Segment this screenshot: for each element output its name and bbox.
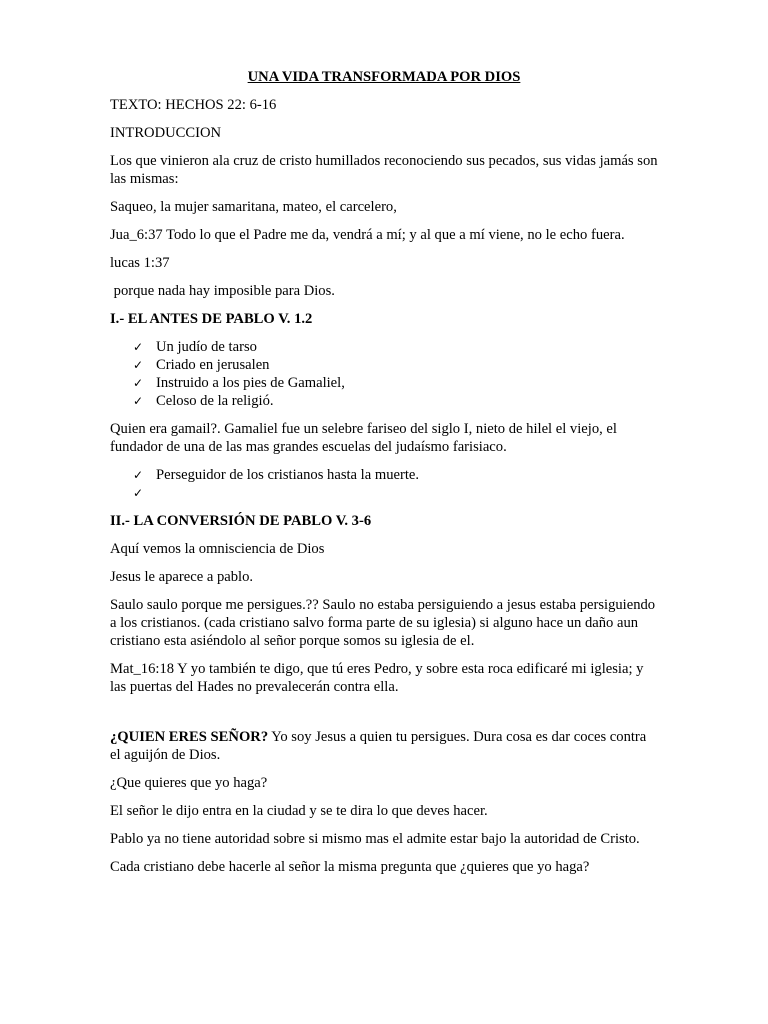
paul-authority-paragraph: Pablo ya no tiene autoridad sobre si mismo mas el admite estar bajo la autoridad de Cristo. (110, 831, 640, 847)
document-title: UNA VIDA TRANSFORMADA POR DIOS (247, 69, 521, 85)
saul-paragraph: Saulo saulo porque me persigues.?? Saulo no estaba persiguiendo a jesus estaba persiguiendo a los cristianos. (cada cristiano salvo forma parte de su iglesia) si alguno hace un daño aun cristiano esta asiéndolo al señor porque somos su iglesia de el. (110, 597, 656, 649)
who-are-you-answer: Yo soy Jesus a quien tu persigues. Dura cosa es dar coces contra el aguijón de Dios. (110, 729, 650, 763)
checkmark-icon: ✓ (133, 394, 144, 408)
checkmark-icon: ✓ (133, 340, 144, 354)
list-item (110, 356, 658, 374)
section-heading-1: I.- EL ANTES DE PABLO V. 1.2 (110, 311, 313, 327)
list-item-text: Celoso de la religió. (156, 393, 274, 409)
lord-said-paragraph: El señor le dijo entra en la ciudad y se te dira lo que deves hacer. (110, 803, 488, 819)
list-item-text: Un judío de tarso (156, 339, 257, 355)
what-do-you-want-paragraph: ¿Que quieres que yo haga? (110, 775, 268, 791)
list-item-text: Criado en jerusalen (156, 357, 270, 373)
appearance-paragraph: Jesus le aparece a pablo. (110, 569, 254, 585)
john-verse-paragraph: Jua_6:37 Todo lo que el Padre me da, vendrá a mí; y al que a mí viene, no le echo fuera. (110, 227, 625, 243)
checkmark-icon: ✓ (133, 468, 144, 482)
blank-line (110, 706, 658, 728)
checklist-1 (110, 338, 658, 410)
list-item-text: Instruido a los pies de Gamaliel, (156, 375, 345, 391)
list-item (110, 466, 658, 484)
checkmark-icon: ✓ (133, 358, 144, 372)
checkmark-icon: ✓ (133, 486, 144, 500)
scripture-reference: TEXTO: HECHOS 22: 6-16 (110, 97, 277, 113)
luke-verse-text: porque nada hay imposible para Dios. (110, 283, 335, 299)
examples-paragraph: Saqueo, la mujer samaritana, mateo, el carcelero, (110, 199, 397, 215)
section-heading-2: II.- LA CONVERSIÓN DE PABLO V. 3-6 (110, 513, 372, 529)
checklist-2 (110, 466, 658, 502)
list-item (110, 392, 658, 410)
document-page (110, 68, 658, 886)
every-christian-paragraph: Cada cristiano debe hacerle al señor la misma pregunta que ¿quieres que yo haga? (110, 859, 590, 875)
list-item (110, 484, 658, 502)
list-item (110, 338, 658, 356)
intro-paragraph: Los que vinieron ala cruz de cristo humillados reconociendo sus pecados, sus vidas jamás son las mismas: (110, 153, 658, 187)
omniscience-paragraph: Aquí vemos la omnisciencia de Dios (110, 541, 325, 557)
checkmark-icon: ✓ (133, 376, 144, 390)
who-are-you-paragraph (110, 728, 658, 764)
list-item-text: Perseguidor de los cristianos hasta la muerte. (156, 467, 420, 483)
luke-reference: lucas 1:37 (110, 255, 170, 271)
introduction-heading: INTRODUCCION (110, 125, 222, 141)
matthew-verse-paragraph: Mat_16:18 Y yo también te digo, que tú eres Pedro, y sobre esta roca edificaré mi iglesia; y las puertas del Hades no prevalecerán contra ella. (110, 661, 644, 695)
who-are-you-question: ¿QUIEN ERES SEÑOR? (110, 729, 269, 745)
gamaliel-paragraph: Quien era gamail?. Gamaliel fue un selebre fariseo del siglo I, nieto de hilel el viejo, el fundador de una de las mas grandes escuelas del judaísmo farisiaco. (110, 421, 617, 455)
list-item (110, 374, 658, 392)
